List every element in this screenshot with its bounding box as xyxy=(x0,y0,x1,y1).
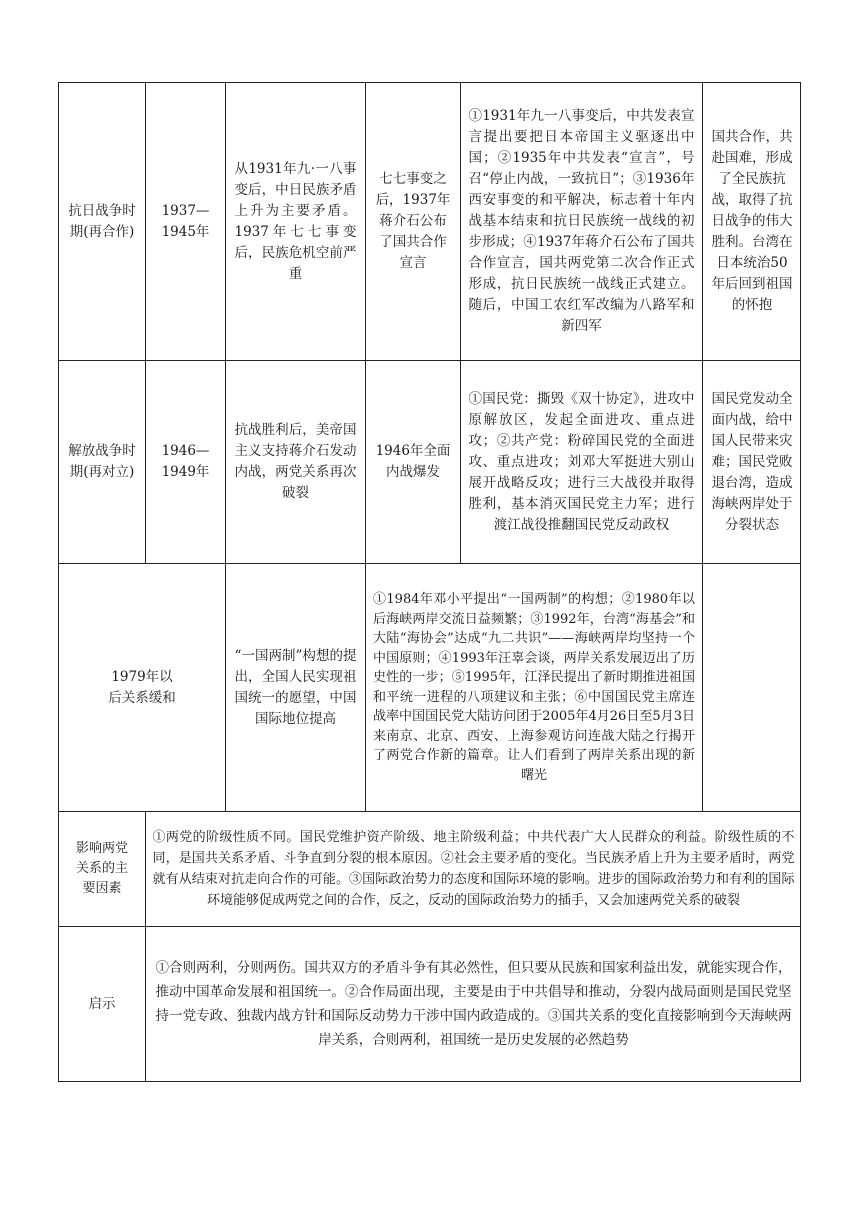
details-cell-liberation: ①国民党：撕毁《双十协定》，进攻中原解放区，发起全面进攻、重点进攻；②共产党：粉碎国民党的全面进攻、重点进攻；刘邓大军挺进大别山展开战略反攻；进行三大战役并取得胜利，基本消灭国民党主力军；进行渡江战役推翻国民党反动政权 xyxy=(460,360,702,563)
result-cell-liberation: 国民党发动全面内战，给中国人民带来灾难；国民党败退台湾，造成海峡两岸处于分裂状态 xyxy=(702,360,801,563)
inspiration-text-cell: ①合则两利，分则两伤。国共双方的矛盾斗争有其必然性，但只要从民族和国家利益出发，就能实现合作，推动中国革命发展和祖国统一。②合作局面出现，主要是由于中共倡导和推动，分裂内战局面则是国民党坚持一党专政、独裁内战方针和国际反动势力干涉中国内政造成的。③国共关系的变化直接影响到今天海峡两岸关系，合则两利，祖国统一是历史发展的必然趋势 xyxy=(145,926,801,1082)
empty-cell-since-1979 xyxy=(702,563,801,811)
details-cell-since-1979: ①1984年邓小平提出“一国两制”的构想；②1980年以后海峡两岸交流日益频繁；③1992年，台湾“海基会”和大陆“海协会”达成“九二共识”——海峡两岸均坚持一个中国原则；④1993年汪辜会谈，两岸关系发展迈出了历史性的一步；⑤1995年，江泽民提出了新时期推进祖国和平统一进程的八项建议和主张；⑥中国国民党主席连战率中国国民党大陆访问团于2005年4月26日至5月3日来南京、北京、西安、上海参观访问连战大陆之行揭开了两党合作新的篇章。让人们看到了两岸关系出现的新曙光 xyxy=(365,563,702,811)
event-cell-anti-japanese: 七七事变之后，1937年蒋介石公布了国共合作宣言 xyxy=(365,82,460,360)
period-cell-anti-japanese: 抗日战争时期(再合作) xyxy=(58,82,145,360)
period-cell-since-1979: 1979年以后关系缓和 xyxy=(58,563,225,811)
event-cell-liberation: 1946年全面内战爆发 xyxy=(365,360,460,563)
factors-label-cell: 影响两党关系的主要因素 xyxy=(58,811,145,926)
background-cell-liberation: 抗战胜利后，美帝国主义支持蒋介石发动内战，两党关系再次破裂 xyxy=(225,360,365,563)
inspiration-label-cell: 启示 xyxy=(58,926,145,1082)
years-cell-liberation: 1946—1949年 xyxy=(145,360,225,563)
years-cell-anti-japanese: 1937—1945年 xyxy=(145,82,225,360)
details-cell-anti-japanese: ①1931年九一八事变后，中共发表宣言提出要把日本帝国主义驱逐出中国；②1935年中共发表“宣言”，号召“停止内战，一致抗日”；③1936年西安事变的和平解决，标志着十年内战基本结束和抗日民族统一战线的初步形成；④1937年蒋介石公布了国共合作宣言，国共两党第二次合作正式形成，抗日民族统一战线正式建立。随后，中国工农红军改编为八路军和新四军 xyxy=(460,82,702,360)
period-cell-liberation: 解放战争时期(再对立) xyxy=(58,360,145,563)
result-cell-anti-japanese: 国共合作，共赴国难，形成了全民族抗战，取得了抗日战争的伟大胜利。台湾在日本统治50年后回到祖国的怀抱 xyxy=(702,82,801,360)
factors-text-cell: ①两党的阶级性质不同。国民党维护资产阶级、地主阶级利益；中共代表广大人民群众的利益。阶级性质的不同，是国共关系矛盾、斗争直到分裂的根本原因。②社会主要矛盾的变化。当民族矛盾上升为主要矛盾时，两党就有从结束对抗走向合作的可能。③国际政治势力的态度和国际环境的影响。进步的国际政治势力和有利的国际环境能够促成两党之间的合作，反之，反动的国际政治势力的插手，又会加速两党关系的破裂 xyxy=(145,811,801,926)
background-cell-since-1979: “一国两制”构想的提出，全国人民实现祖国统一的愿望，中国国际地位提高 xyxy=(225,563,365,811)
background-cell-anti-japanese: 从1931年九·一八事变后，中日民族矛盾上升为主要矛盾。1937年七七事变后，民族危机空前严重 xyxy=(225,82,365,360)
